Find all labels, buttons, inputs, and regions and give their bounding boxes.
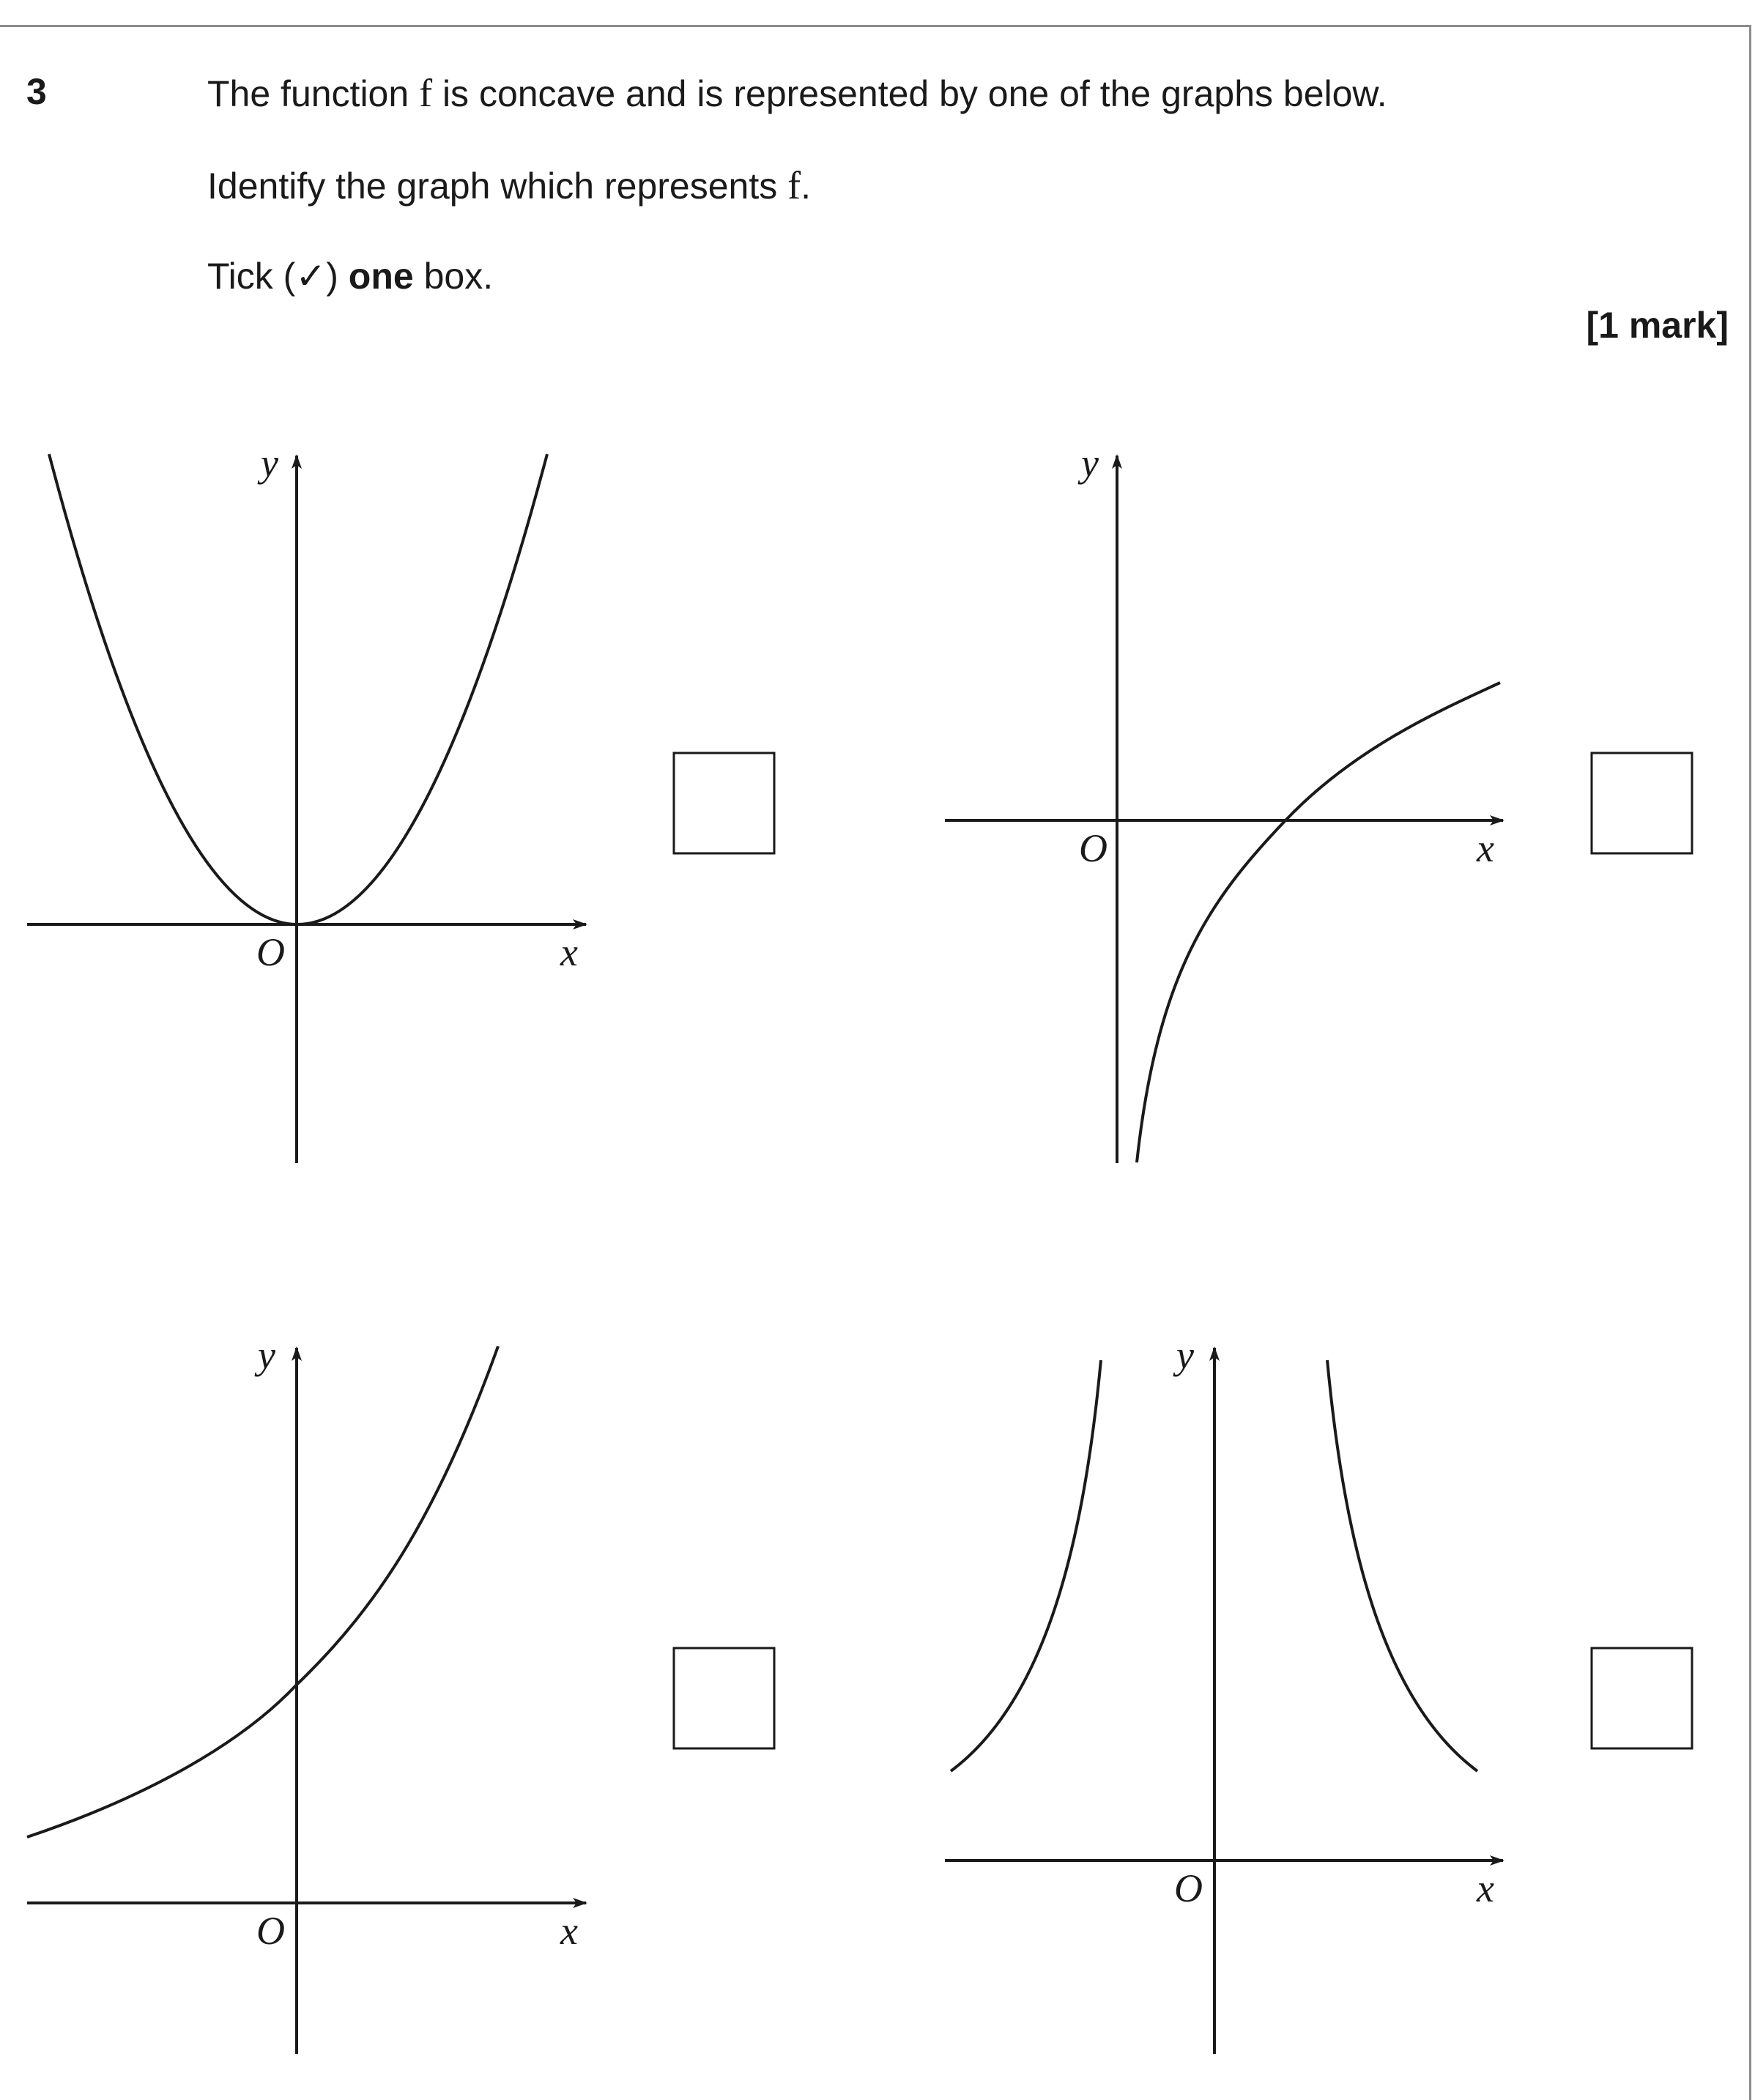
question-number: 3 [26,71,47,112]
graph-b-curve [1137,683,1500,1162]
function-name: f [419,71,433,115]
line2-suffix: . [801,166,812,207]
graph-c-y-label: y [258,1333,275,1377]
graph-a-origin-label: O [256,930,285,974]
graph-c-origin-label: O [256,1909,285,1953]
line3-suffix: box. [413,256,494,297]
graph-d [945,1333,1503,2054]
graph-a-x-label: x [560,930,578,974]
graph-b-y-label: y [1081,441,1099,485]
graph-d-origin-label: O [1174,1866,1203,1910]
option-b-checkbox[interactable] [1592,753,1692,853]
graph-c-x-label: x [560,1909,578,1953]
option-c-checkbox[interactable] [674,1648,774,1748]
graph-c [27,1333,586,2054]
line1-prefix: The function [207,73,420,114]
line1-suffix: is concave and is represented by one of the graphs below. [432,73,1387,114]
graph-d-y-label: y [1176,1333,1194,1377]
graph-d-x-label: x [1477,1866,1494,1910]
graph-d-curve-left [951,1360,1101,1771]
tick-icon: ✓ [295,256,327,297]
graph-c-curve [27,1346,498,1837]
graph-d-curve-right [1327,1360,1477,1771]
line3-prefix: Tick ( [207,256,296,297]
graph-b [945,441,1503,1163]
mark-allocation: [1 mark] [1586,305,1729,346]
graph-b-origin-label: O [1079,826,1107,870]
line3-middle: ) [326,256,349,297]
option-d-checkbox[interactable] [1592,1648,1692,1748]
graph-b-x-label: x [1477,826,1494,870]
graph-a [27,441,586,1163]
line2-prefix: Identify the graph which represents [207,166,788,207]
function-name-2: f [787,163,801,207]
graph-a-y-label: y [261,441,278,485]
line3-bold: one [348,256,414,297]
option-a-checkbox[interactable] [674,753,774,853]
